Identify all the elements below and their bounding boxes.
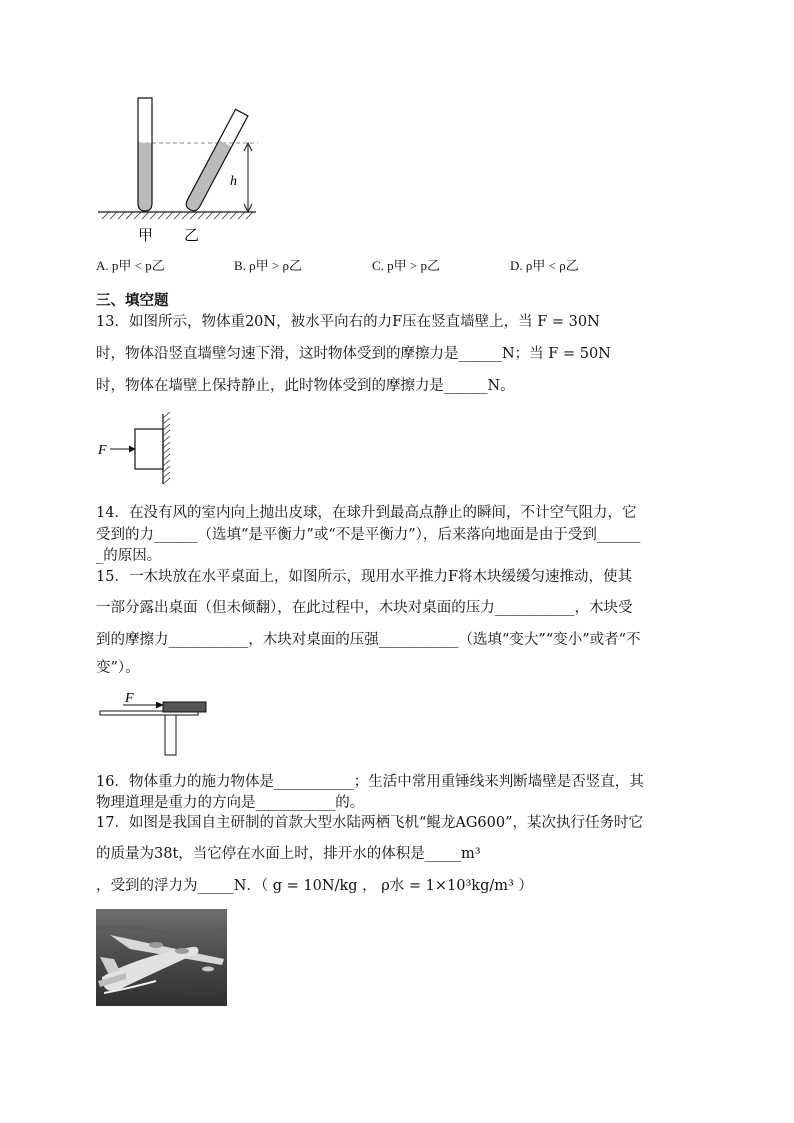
table-block-figure (98, 688, 213, 758)
q17-line3: ，受到的浮力为_____N．（ g = 10N/kg ， ρ水 = 1×10³kg/m³ ） (96, 878, 533, 894)
section-title: 三、填空题 (96, 293, 169, 309)
wooden-block (163, 702, 206, 712)
q17-line2: 的质量为38t，当它停在水面上时，排开水的体积是_____m³ (96, 846, 481, 862)
q16-line2: 物理道理是重力的方向是___________的。 (96, 795, 365, 811)
label-h: h (230, 174, 237, 189)
q13-line1: 13．如图所示，物体重20N，被水平向右的力F压在竖直墙壁上，当 F = 30N (96, 314, 600, 330)
q16-line1: 16．物体重力的施力物体是___________；生活中常用重锤线来判断墙壁是否竖直，其 (96, 774, 644, 790)
q13-line3: 时，物体在墙壁上保持静止，此时物体受到的摩擦力是______N。 (96, 378, 515, 394)
label-yi: 乙 (184, 228, 200, 244)
tube-jia (138, 98, 152, 211)
height-arrow (244, 143, 252, 212)
option-d: D. ρ甲 < ρ乙 (510, 258, 579, 273)
table-leg (165, 715, 176, 755)
ground-hatch (98, 212, 256, 219)
option-b: B. ρ甲 > ρ乙 (234, 258, 302, 273)
q15-line2: 一部分露出桌面（但未倾翻），在此过程中，木块对桌面的压力___________，木块受 (96, 600, 633, 616)
option-a: A. p甲 < p乙 (96, 258, 165, 273)
wall-block-figure (96, 412, 186, 487)
q14-line3: _的原因。 (96, 548, 162, 564)
option-c: C. p甲 > p乙 (372, 258, 441, 273)
q14-line2: 受到的力______（选填“是平衡力”或“不是平衡力”），后来落向地面是由于受到______ (96, 527, 641, 543)
q14-line1: 14．在没有风的室内向上抛出皮球，在球升到最高点静止的瞬间，不计空气阻力，它 (96, 505, 637, 521)
q13-line2: 时，物体沿竖直墙壁匀速下滑，这时物体受到的摩擦力是______N；当 F = 50N (96, 346, 611, 362)
label-jia: 甲 (138, 228, 154, 244)
seaplane-photo (96, 909, 227, 1006)
force-label: F (98, 443, 107, 458)
q17-line1: 17．如图是我国自主研制的首款大型水陆两栖飞机“鲲龙AG600”，某次执行任务时它 (96, 815, 644, 831)
tube-yi (184, 109, 248, 213)
force-label: F (125, 691, 134, 706)
block (135, 429, 163, 469)
q15-line4: 变”）。 (96, 660, 140, 676)
test-tube-figure (96, 95, 261, 245)
q15-line1: 15．一木块放在水平桌面上，如图所示，现用水平推力F将木块缓缓匀速推动，使其 (96, 569, 633, 585)
q15-line3: 到的摩擦力___________，木块对桌面的压强___________（选填“变大”“变小”或者“不 (96, 632, 641, 648)
